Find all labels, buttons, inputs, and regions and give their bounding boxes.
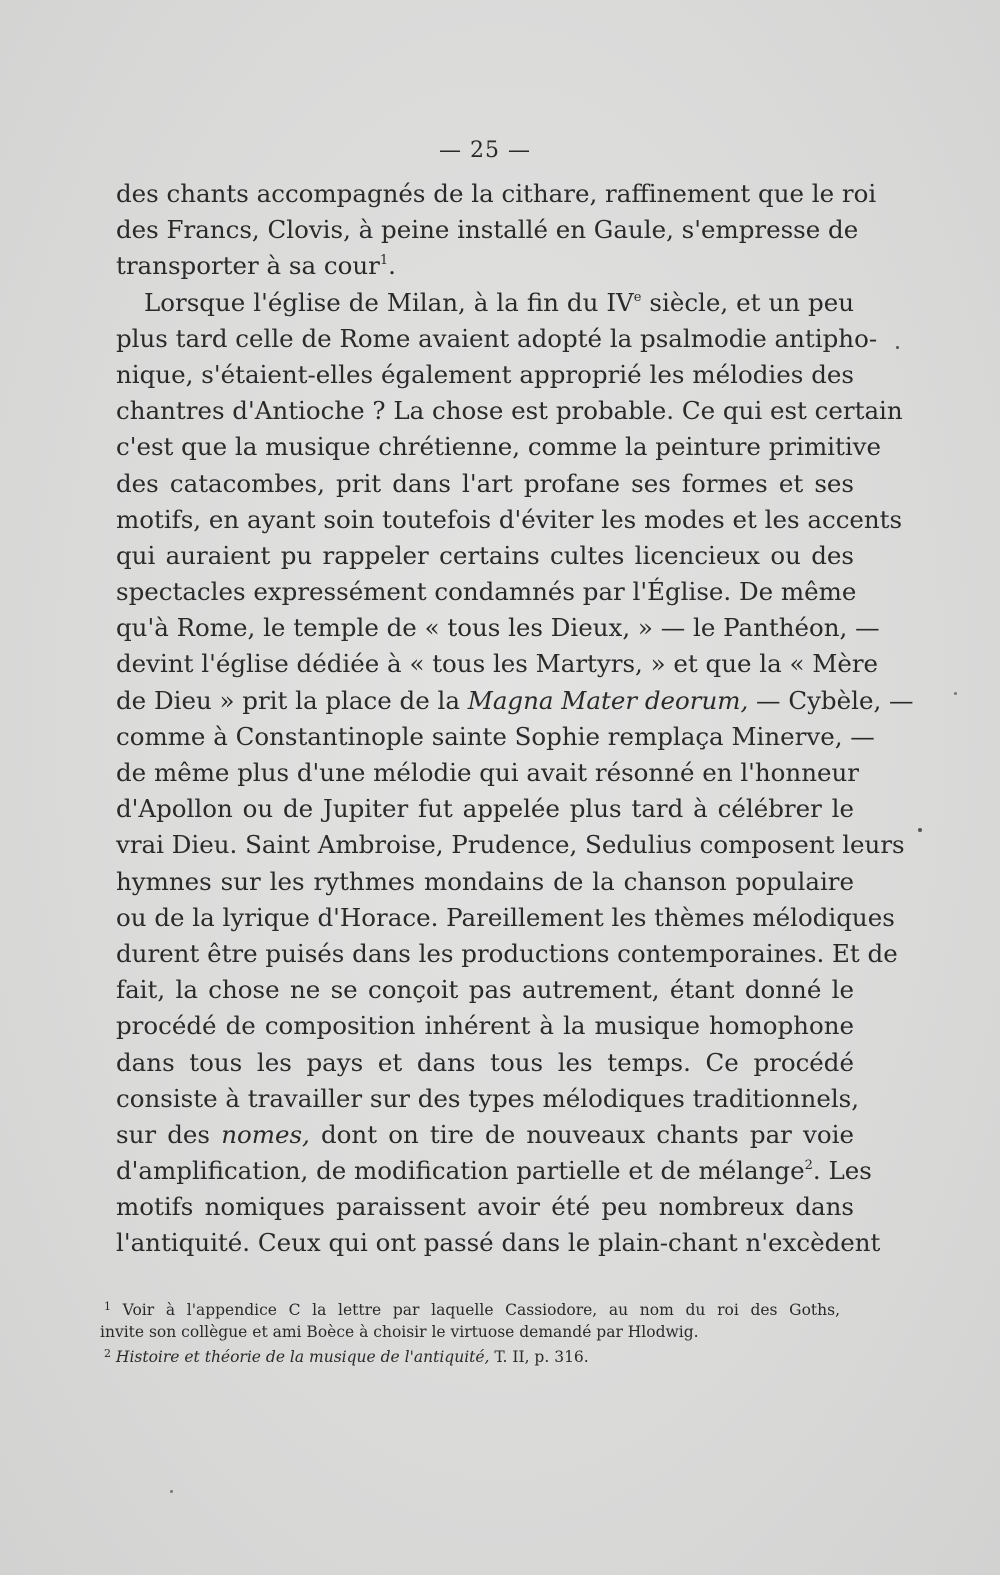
text-line: spectacles expressément condamnés par l'Église. De même (116, 577, 857, 607)
text-line: des catacombes, prit dans l'art profane ses formes et ses (116, 468, 854, 498)
footnote-title: Histoire et théorie de la musique de l'antiquité, (111, 1348, 490, 1366)
text-segment: . (388, 251, 396, 281)
text-segment: sur des (116, 1119, 222, 1149)
footnote-1-continued: invite son collègue et ami Boèce à choisir le virtuose demandé par Hlodwig. (100, 1323, 699, 1341)
century-superscript: e (633, 289, 642, 305)
text-segment: . Les (812, 1156, 872, 1186)
footnote-text: T. II, p. 316. (489, 1348, 589, 1366)
text-line (116, 285, 854, 321)
footnote-2 (100, 1343, 840, 1368)
text-line: dans tous les pays et dans tous les temps. Ce procédé (116, 1047, 854, 1077)
text-line: motifs, en ayant soin toutefois d'éviter les modes et les accents (116, 504, 903, 534)
text-line (116, 1153, 872, 1189)
footnote-mark: 1 (104, 1300, 111, 1313)
text-line: vrai Dieu. Saint Ambroise, Prudence, Sedulius composent leurs (116, 830, 905, 860)
text-line: plus tard celle de Rome avaient adopté la psalmodie antipho- (116, 323, 878, 353)
text-line: comme à Constantinople sainte Sophie remplaça Minerve, — (116, 721, 875, 751)
text-line: des Francs, Clovis, à peine installé en Gaule, s'empresse de (116, 215, 859, 245)
text-segment: siècle, et un peu (641, 287, 854, 317)
paper-speck (896, 346, 899, 349)
text-line: ou de la lyrique d'Horace. Pareillement les thèmes mélodiques (116, 902, 895, 932)
text-line (116, 248, 854, 284)
page-number: — 25 — (439, 138, 531, 163)
text-line: des chants accompagnés de la cithare, raffinement que le roi (116, 179, 877, 208)
paper-speck (954, 692, 957, 695)
text-line: qui auraient pu rappeler certains cultes licencieux ou des (116, 540, 854, 570)
footnote-1 (100, 1296, 840, 1321)
footnote-text: Voir à l'appendice C la lettre par laquelle Cassiodore, au nom du roi des Goths, (111, 1301, 840, 1319)
text-segment: — Cybèle, — (748, 685, 914, 715)
text-line: c'est que la musique chrétienne, comme la peinture primitive (116, 432, 882, 462)
footnote-ref-2: 2 (804, 1158, 813, 1174)
italic-title: Magna Mater deorum, (467, 685, 749, 715)
text-line: durent être puisés dans les productions contemporaines. Et de (116, 938, 898, 968)
text-line: devint l'église dédiée à « tous les Martyrs, » et que la « Mère (116, 649, 879, 679)
text-segment: dont on tire de nouveaux chants par voie (309, 1119, 854, 1149)
paper-speck (918, 828, 922, 832)
text-line: fait, la chose ne se conçoit pas autrement, étant donné le (116, 975, 854, 1005)
text-segment: de Dieu » prit la place de la (116, 685, 468, 715)
paper-speck (170, 1490, 173, 1493)
footnote-mark: 2 (104, 1347, 111, 1360)
footnotes (100, 1296, 840, 1368)
text-line: nique, s'étaient-elles également approprié les mélodies des (116, 359, 854, 389)
text-line: qu'à Rome, le temple de « tous les Dieux, » — le Panthéon, — (116, 613, 880, 643)
text-segment: transporter à sa cour (116, 251, 380, 281)
text-line: l'antiquité. Ceux qui ont passé dans le plain-chant n'excèdent (116, 1228, 881, 1258)
text-line: motifs nomiques paraissent avoir été peu nombreux dans (116, 1192, 854, 1222)
text-line: consiste à travailler sur des types mélodiques traditionnels, (116, 1083, 860, 1113)
text-line: procédé de composition inhérent à la musique homophone (116, 1011, 854, 1041)
text-line: de même plus d'une mélodie qui avait résonné en l'honneur (116, 758, 859, 787)
body-text (116, 176, 914, 1262)
text-line: chantres d'Antioche ? La chose est probable. Ce qui est certain (116, 396, 903, 426)
text-segment: d'amplification, de modification partielle et de mélange (116, 1156, 805, 1186)
text-segment: Lorsque l'église de Milan, à la fin du IV (144, 287, 634, 317)
text-line: hymnes sur les rythmes mondains de la chanson populaire (116, 866, 854, 896)
text-line: d'Apollon ou de Jupiter fut appelée plus tard à célébrer le (116, 794, 854, 824)
footnote-ref-1: 1 (379, 253, 389, 269)
text-line (116, 1117, 854, 1153)
text-line (116, 683, 914, 719)
italic-term: nomes, (221, 1119, 310, 1149)
